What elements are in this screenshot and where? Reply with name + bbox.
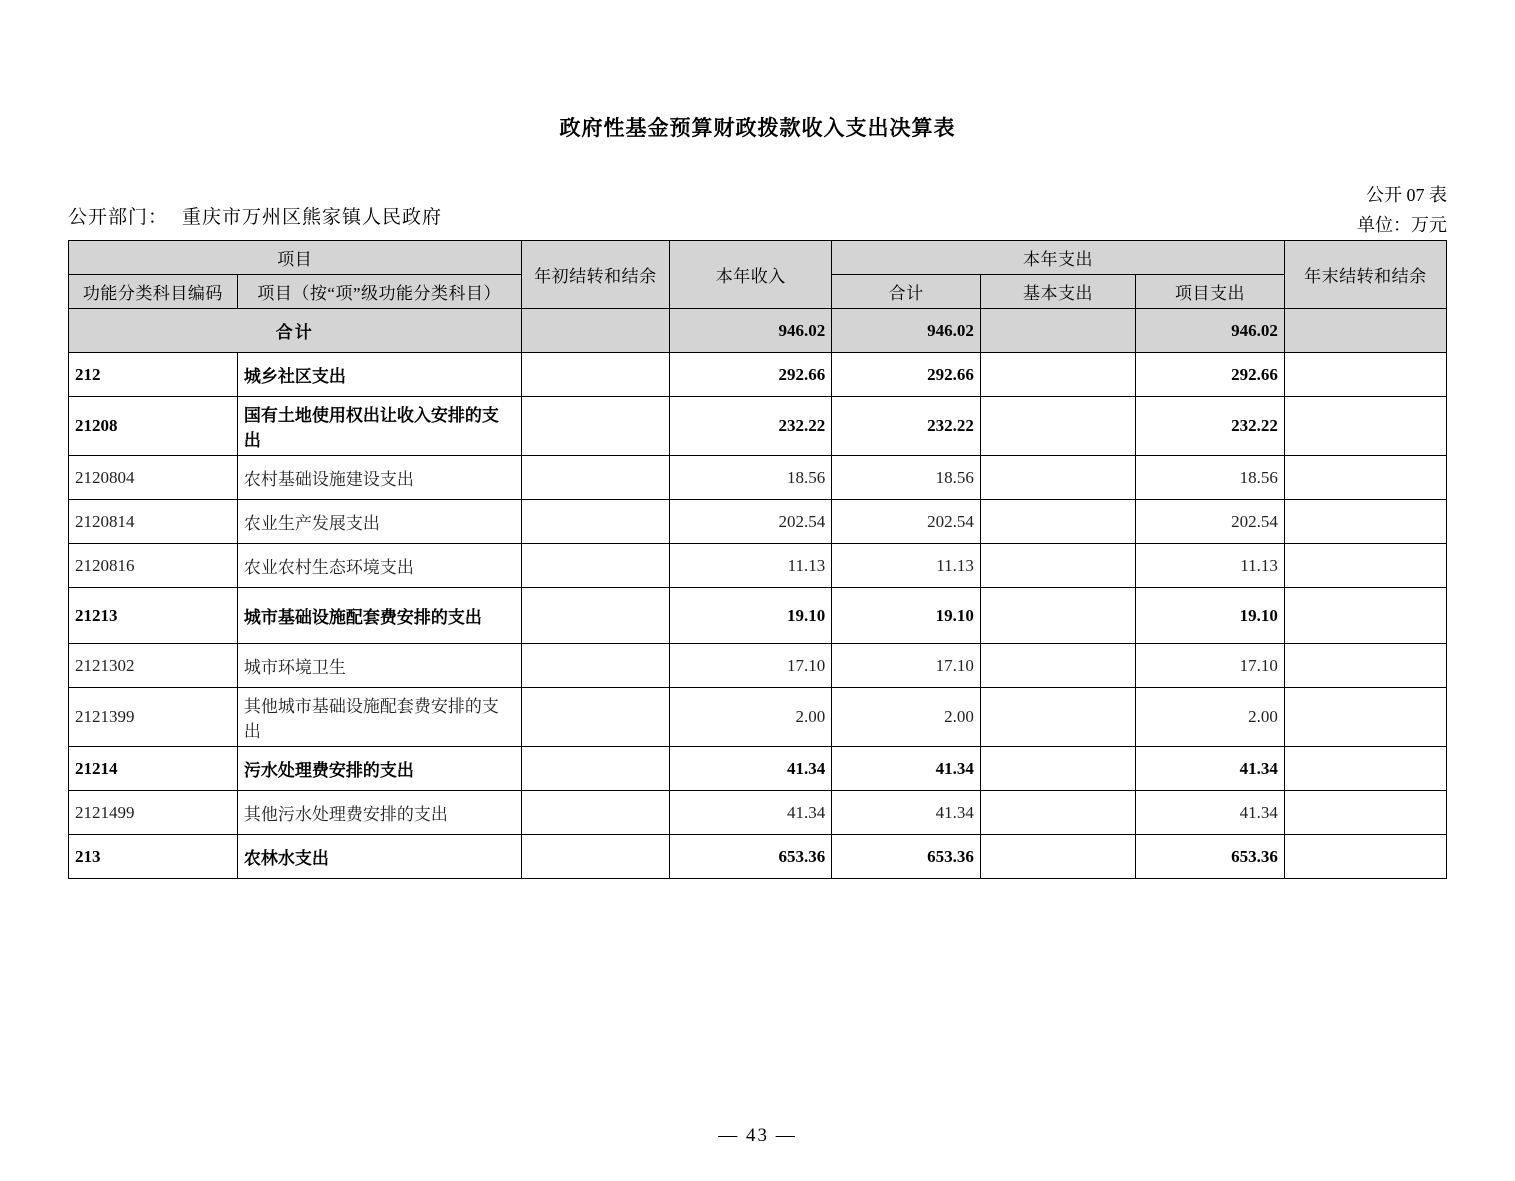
unit-note: 单位：万元 <box>1357 215 1447 235</box>
row-begin-balance <box>521 500 670 544</box>
total-expense-total: 946.02 <box>832 309 981 353</box>
row-project-expense: 202.54 <box>1136 500 1285 544</box>
row-project-expense: 232.22 <box>1136 397 1285 456</box>
row-code: 2121399 <box>69 688 238 747</box>
row-end-balance <box>1284 456 1446 500</box>
row-begin-balance <box>521 353 670 397</box>
row-year-income: 232.22 <box>670 397 832 456</box>
row-code: 2121499 <box>69 791 238 835</box>
table-row <box>69 397 1447 456</box>
row-year-income: 292.66 <box>670 353 832 397</box>
row-name: 农业农村生态环境支出 <box>237 544 521 588</box>
total-end-balance <box>1284 309 1446 353</box>
row-basic-expense <box>980 688 1135 747</box>
row-expense-total: 17.10 <box>832 644 981 688</box>
row-project-expense: 41.34 <box>1136 791 1285 835</box>
table-row <box>69 544 1447 588</box>
row-project-expense: 18.56 <box>1136 456 1285 500</box>
row-year-income: 18.56 <box>670 456 832 500</box>
row-begin-balance <box>521 397 670 456</box>
row-name: 农林水支出 <box>237 835 521 879</box>
row-basic-expense <box>980 835 1135 879</box>
row-begin-balance <box>521 688 670 747</box>
row-code: 2120804 <box>69 456 238 500</box>
row-end-balance <box>1284 791 1446 835</box>
table-body <box>69 309 1447 879</box>
row-name: 国有土地使用权出让收入安排的支出 <box>237 397 521 456</box>
row-end-balance <box>1284 544 1446 588</box>
table-row <box>69 644 1447 688</box>
row-end-balance <box>1284 747 1446 791</box>
row-expense-total: 18.56 <box>832 456 981 500</box>
total-project-expense: 946.02 <box>1136 309 1285 353</box>
row-year-income: 17.10 <box>670 644 832 688</box>
form-meta <box>1357 180 1447 240</box>
row-end-balance <box>1284 644 1446 688</box>
row-year-income: 19.10 <box>670 588 832 644</box>
row-code: 2120814 <box>69 500 238 544</box>
budget-table <box>68 240 1447 879</box>
row-project-expense: 17.10 <box>1136 644 1285 688</box>
row-end-balance <box>1284 688 1446 747</box>
row-expense-total: 11.13 <box>832 544 981 588</box>
row-basic-expense <box>980 397 1135 456</box>
row-name: 城乡社区支出 <box>237 353 521 397</box>
row-expense-total: 202.54 <box>832 500 981 544</box>
table-row <box>69 688 1447 747</box>
row-expense-total: 292.66 <box>832 353 981 397</box>
row-end-balance <box>1284 353 1446 397</box>
row-begin-balance <box>521 644 670 688</box>
row-year-income: 11.13 <box>670 544 832 588</box>
row-project-expense: 292.66 <box>1136 353 1285 397</box>
row-name: 其他污水处理费安排的支出 <box>237 791 521 835</box>
header-begin-balance: 年初结转和结余 <box>521 241 670 309</box>
header-row-top <box>69 241 1447 275</box>
row-end-balance <box>1284 588 1446 644</box>
row-basic-expense <box>980 544 1135 588</box>
row-project-expense: 2.00 <box>1136 688 1285 747</box>
row-expense-total: 653.36 <box>832 835 981 879</box>
row-basic-expense <box>980 456 1135 500</box>
page-number: — 43 — <box>718 1125 797 1146</box>
table-row <box>69 456 1447 500</box>
department-label: 公开部门： <box>68 207 169 228</box>
row-basic-expense <box>980 747 1135 791</box>
header-project-group: 项目 <box>69 241 522 275</box>
row-basic-expense <box>980 644 1135 688</box>
row-begin-balance <box>521 747 670 791</box>
row-end-balance <box>1284 397 1446 456</box>
row-year-income: 202.54 <box>670 500 832 544</box>
total-begin-balance <box>521 309 670 353</box>
header-project-name: 项目（按“项”级功能分类科目） <box>237 275 521 309</box>
row-begin-balance <box>521 544 670 588</box>
row-begin-balance <box>521 456 670 500</box>
department-value: 重庆市万州区熊家镇人民政府 <box>182 207 443 228</box>
department-line <box>68 202 442 229</box>
row-project-expense: 11.13 <box>1136 544 1285 588</box>
row-basic-expense <box>980 791 1135 835</box>
table-row <box>69 588 1447 644</box>
row-project-expense: 19.10 <box>1136 588 1285 644</box>
row-code: 213 <box>69 835 238 879</box>
row-begin-balance <box>521 588 670 644</box>
header-basic-expense: 基本支出 <box>980 275 1135 309</box>
table-row <box>69 835 1447 879</box>
row-name: 农业生产发展支出 <box>237 500 521 544</box>
header-year-expense-group: 本年支出 <box>832 241 1285 275</box>
row-expense-total: 41.34 <box>832 791 981 835</box>
row-end-balance <box>1284 835 1446 879</box>
row-code: 21214 <box>69 747 238 791</box>
meta-row <box>68 180 1447 238</box>
total-year-income: 946.02 <box>670 309 832 353</box>
row-basic-expense <box>980 353 1135 397</box>
row-begin-balance <box>521 835 670 879</box>
header-year-income: 本年收入 <box>670 241 832 309</box>
total-basic-expense <box>980 309 1135 353</box>
row-code: 2120816 <box>69 544 238 588</box>
form-number: 公开 07 表 <box>1366 185 1447 205</box>
total-label: 合计 <box>69 309 522 353</box>
table-row <box>69 500 1447 544</box>
row-project-expense: 41.34 <box>1136 747 1285 791</box>
row-expense-total: 2.00 <box>832 688 981 747</box>
page-title: 政府性基金预算财政拨款收入支出决算表 <box>559 116 956 140</box>
table-row <box>69 747 1447 791</box>
row-expense-total: 232.22 <box>832 397 981 456</box>
header-expense-total: 合计 <box>832 275 981 309</box>
row-year-income: 653.36 <box>670 835 832 879</box>
row-name: 污水处理费安排的支出 <box>237 747 521 791</box>
row-code: 212 <box>69 353 238 397</box>
table-row-total <box>69 309 1447 353</box>
row-end-balance <box>1284 500 1446 544</box>
table-head <box>69 241 1447 309</box>
row-name: 农村基础设施建设支出 <box>237 456 521 500</box>
header-functional-code: 功能分类科目编码 <box>69 275 238 309</box>
header-project-expense: 项目支出 <box>1136 275 1285 309</box>
row-code: 21208 <box>69 397 238 456</box>
row-basic-expense <box>980 588 1135 644</box>
table-row <box>69 353 1447 397</box>
row-name: 城市基础设施配套费安排的支出 <box>237 588 521 644</box>
row-name: 其他城市基础设施配套费安排的支出 <box>237 688 521 747</box>
row-year-income: 41.34 <box>670 747 832 791</box>
row-name: 城市环境卫生 <box>237 644 521 688</box>
header-end-balance: 年末结转和结余 <box>1284 241 1446 309</box>
row-code: 2121302 <box>69 644 238 688</box>
row-year-income: 41.34 <box>670 791 832 835</box>
table-row <box>69 791 1447 835</box>
row-project-expense: 653.36 <box>1136 835 1285 879</box>
row-code: 21213 <box>69 588 238 644</box>
document-page <box>0 112 1515 1181</box>
row-basic-expense <box>980 500 1135 544</box>
row-expense-total: 41.34 <box>832 747 981 791</box>
row-expense-total: 19.10 <box>832 588 981 644</box>
row-begin-balance <box>521 791 670 835</box>
row-year-income: 2.00 <box>670 688 832 747</box>
